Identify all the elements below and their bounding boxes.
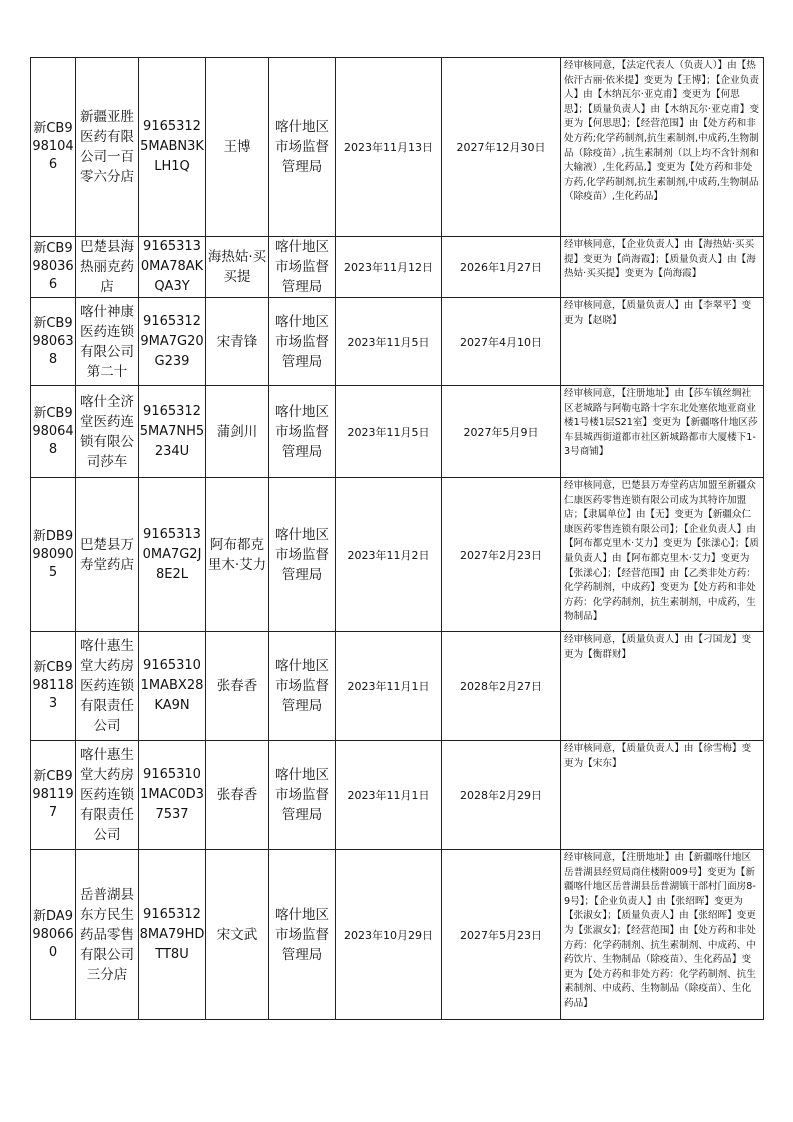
expiry-date-cell: 2027年12月30日 xyxy=(442,58,561,237)
authority-cell: 喀什地区市场监督管理局 xyxy=(269,298,336,386)
change-description-cell: 经审核同意，【企业负责人】由【海热姑·买买提】变更为【尚海霞】；【质量负责人】由【海热姑·买买提】变更为【尚海霞】 xyxy=(561,237,764,298)
expiry-date-cell: 2027年4月10日 xyxy=(442,298,561,386)
responsible-person-cell: 海热姑·买买提 xyxy=(206,237,269,298)
responsible-person-cell: 张春香 xyxy=(206,741,269,850)
expiry-date-cell: 2028年2月29日 xyxy=(442,741,561,850)
table-row xyxy=(31,632,765,741)
responsible-person-cell: 王博 xyxy=(206,58,269,237)
authority-cell: 喀什地区市场监督管理局 xyxy=(269,386,336,478)
responsible-person-cell: 张春香 xyxy=(206,632,269,741)
table-row xyxy=(31,741,765,850)
credit-code-cell: 91653125MABN3KLH1Q xyxy=(139,58,206,237)
change-date-cell: 2023年11月5日 xyxy=(336,386,442,478)
change-date-cell: 2023年11月1日 xyxy=(336,632,442,741)
empty-cell xyxy=(764,741,765,850)
table-row xyxy=(31,850,765,1020)
change-date-cell: 2023年11月5日 xyxy=(336,298,442,386)
change-date-cell: 2023年11月12日 xyxy=(336,237,442,298)
credit-code-cell: 91653129MA7G20G239 xyxy=(139,298,206,386)
empty-cell xyxy=(764,632,765,741)
empty-cell xyxy=(764,298,765,386)
empty-cell xyxy=(764,386,765,478)
enterprise-name-cell: 巴楚县万寿堂药店 xyxy=(76,478,139,632)
enterprise-name-cell: 新疆亚胜医药有限公司一百零六分店 xyxy=(76,58,139,237)
license-number-cell: 新CB9980648 xyxy=(31,386,76,478)
table-row xyxy=(31,386,765,478)
expiry-date-cell: 2027年5月9日 xyxy=(442,386,561,478)
license-number-cell: 新CB9981197 xyxy=(31,741,76,850)
table-row xyxy=(31,237,765,298)
authority-cell: 喀什地区市场监督管理局 xyxy=(269,850,336,1020)
change-date-cell: 2023年11月13日 xyxy=(336,58,442,237)
enterprise-name-cell: 喀什惠生堂大药房医药连锁有限责任公司 xyxy=(76,632,139,741)
license-change-table xyxy=(30,57,765,1020)
change-description-cell: 经审核同意，【质量负责人】由【李翠平】变更为【赵晓】 xyxy=(561,298,764,386)
credit-code-cell: 91653101MAC0D37537 xyxy=(139,741,206,850)
change-description-cell: 经审核同意，巴楚县万寿堂药店加盟至新疆众仁康医药零售连锁有限公司成为其特许加盟店；【隶属单位】由【无】变更为【新疆众仁康医药零售连锁有限公司】；【企业负责人】由【阿布都克里木·艾力】变更为【张漾心】；【质量负责人】由【阿布都克里木·艾力】变更为【张漾心】；【经营范围】由【乙类非处方药：化学药制剂，中成药】变更为【处方药和非处方药：化学药制剂，抗生素制剂，中成药，生物制品】 xyxy=(561,478,764,632)
empty-cell xyxy=(764,850,765,1020)
change-description-cell: 经审核同意，【注册地址】由【莎车镇丝绸社区老城路与阿勒屯路十字东北处塞依地亚商业楼1号楼1层S21室】变更为【新疆喀什地区莎车县城西街道都市社区新城路都市大厦楼下1-3号商铺】 xyxy=(561,386,764,478)
expiry-date-cell: 2027年5月23日 xyxy=(442,850,561,1020)
table-row xyxy=(31,58,765,237)
enterprise-name-cell: 巴楚县海热丽克药店 xyxy=(76,237,139,298)
responsible-person-cell: 阿布都克里木·艾力 xyxy=(206,478,269,632)
change-description-cell: 经审核同意，【注册地址】由【新疆喀什地区岳普湖县经贸局商住楼附009号】变更为【新疆喀什地区岳普湖县岳普湖镇干部村门面房8-9号】；【企业负责人】由【张绍晖】变更为【张淑女】；【质量负责人】由【张绍晖】变更为【张淑女】；【经营范围】由【处方药和非处方药：化学药制剂、抗生素制剂、中成药、中药饮片、生物制品（除疫苗）、生化药品】变更为【处方药和非处方药：化学药制剂、抗生素制剂、中成药、生物制品（除疫苗）、生化药品】 xyxy=(561,850,764,1020)
authority-cell: 喀什地区市场监督管理局 xyxy=(269,632,336,741)
license-number-cell: 新CB9980638 xyxy=(31,298,76,386)
authority-cell: 喀什地区市场监督管理局 xyxy=(269,237,336,298)
enterprise-name-cell: 喀什全济堂医药连锁有限公司莎车 xyxy=(76,386,139,478)
change-date-cell: 2023年11月1日 xyxy=(336,741,442,850)
expiry-date-cell: 2026年1月27日 xyxy=(442,237,561,298)
responsible-person-cell: 宋文武 xyxy=(206,850,269,1020)
license-number-cell: 新DA9980660 xyxy=(31,850,76,1020)
credit-code-cell: 91653128MA79HDTT8U xyxy=(139,850,206,1020)
change-description-cell: 经审核同意，【质量负责人】由【刁国龙】变更为【衡群财】 xyxy=(561,632,764,741)
empty-cell xyxy=(764,237,765,298)
empty-cell xyxy=(764,478,765,632)
license-number-cell: 新CB9981183 xyxy=(31,632,76,741)
enterprise-name-cell: 喀什神康医药连锁有限公司第二十 xyxy=(76,298,139,386)
table-row xyxy=(31,478,765,632)
change-description-cell: 经审核同意，【法定代表人（负责人）】由【热依汗古丽·依米提】变更为【王博】；【企业负责人】由【木纳瓦尔·亚克甫】变更为【何思思】；【质量负责人】由【木纳瓦尔·亚克甫】变更为【何思思】；【经营范围】由【处方药和非处方药;化学药制剂,抗生素制剂,中成药,生物制品（除疫苗）,抗生素制剂（以上均不含针剂和大输液）,生化药品,】变更为【处方药和非处方药,化学药制剂,抗生素制剂,中成药,生物制品（除疫苗）,生化药品】 xyxy=(561,58,764,237)
expiry-date-cell: 2027年2月23日 xyxy=(442,478,561,632)
authority-cell: 喀什地区市场监督管理局 xyxy=(269,58,336,237)
credit-code-cell: 91653130MA7G2J8E2L xyxy=(139,478,206,632)
credit-code-cell: 91653101MABX28KA9N xyxy=(139,632,206,741)
license-number-cell: 新CB9981046 xyxy=(31,58,76,237)
table-row xyxy=(31,298,765,386)
authority-cell: 喀什地区市场监督管理局 xyxy=(269,478,336,632)
credit-code-cell: 91653130MA78AKQA3Y xyxy=(139,237,206,298)
responsible-person-cell: 蒲剑川 xyxy=(206,386,269,478)
enterprise-name-cell: 岳普湖县东方民生药品零售有限公司三分店 xyxy=(76,850,139,1020)
expiry-date-cell: 2028年2月27日 xyxy=(442,632,561,741)
change-date-cell: 2023年11月2日 xyxy=(336,478,442,632)
change-date-cell: 2023年10月29日 xyxy=(336,850,442,1020)
change-description-cell: 经审核同意，【质量负责人】由【徐雪梅】变更为【宋东】 xyxy=(561,741,764,850)
responsible-person-cell: 宋青锋 xyxy=(206,298,269,386)
authority-cell: 喀什地区市场监督管理局 xyxy=(269,741,336,850)
enterprise-name-cell: 喀什惠生堂大药房医药连锁有限责任公司 xyxy=(76,741,139,850)
license-number-cell: 新DB9980905 xyxy=(31,478,76,632)
license-number-cell: 新CB9980366 xyxy=(31,237,76,298)
credit-code-cell: 91653125MA7NH5234U xyxy=(139,386,206,478)
empty-cell xyxy=(764,58,765,237)
